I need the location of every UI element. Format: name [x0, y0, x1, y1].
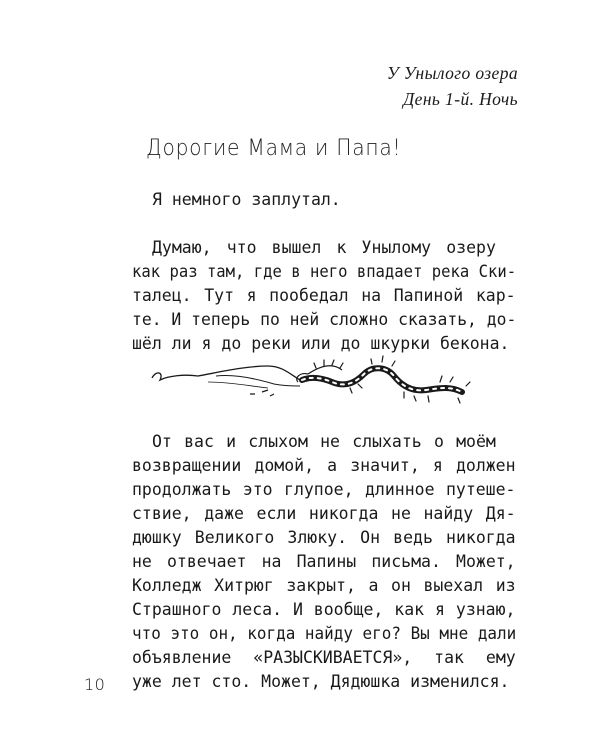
- paragraph-2: [132, 236, 516, 356]
- text-line: что это он, когда найду его? Вы мне дали: [132, 624, 517, 643]
- lake-and-river-illustration: [150, 352, 480, 412]
- text-line: продолжать это глупое, длинное путеше-: [132, 480, 516, 499]
- paragraph-1: [132, 188, 516, 212]
- text-line: уже лет сто. Может, Дядюшка изменился.: [132, 672, 510, 691]
- text-line: шёл ли я до реки или до шкурки бекона.: [132, 334, 510, 353]
- text-line: талец. Тут я пообедал на Папиной кар-: [132, 286, 516, 305]
- text-line: те. И теперь по ней сложно сказать, до-: [132, 310, 517, 329]
- text-line: Страшного леса. И вообще, как я узнаю,: [132, 600, 516, 619]
- text-line: возвращении домой, а значит, я должен: [132, 456, 516, 475]
- text-line: как раз там, где в него впадает река Ски-: [132, 262, 517, 281]
- text-line: Я немного заплутал.: [152, 190, 341, 209]
- text-line: дюшку Великого Злюку. Он ведь никогда: [132, 528, 516, 547]
- text-line: От вас и слыхом не слыхать о моём: [152, 432, 496, 451]
- header-date: День 1-й. Ночь: [403, 89, 518, 109]
- page-number: 10: [84, 675, 106, 694]
- text-line: не отвечает на Папины письма. Может,: [132, 552, 516, 571]
- header-location: У Унылого озера: [386, 63, 518, 83]
- letter-greeting: Дорогие Мама и Папа!: [146, 136, 402, 161]
- text-line: Думаю, что вышел к Унылому озеру: [152, 238, 496, 257]
- text-line: Колледж Хитрюг закрыт, а он выехал из: [132, 576, 516, 595]
- text-line: ствие, даже если никогда не найду Дя-: [132, 504, 516, 523]
- letter-header: [387, 60, 518, 112]
- paragraph-3: [132, 430, 516, 694]
- text-line: объявление «РАЗЫСКИВАЕТСЯ», так ему: [132, 648, 516, 667]
